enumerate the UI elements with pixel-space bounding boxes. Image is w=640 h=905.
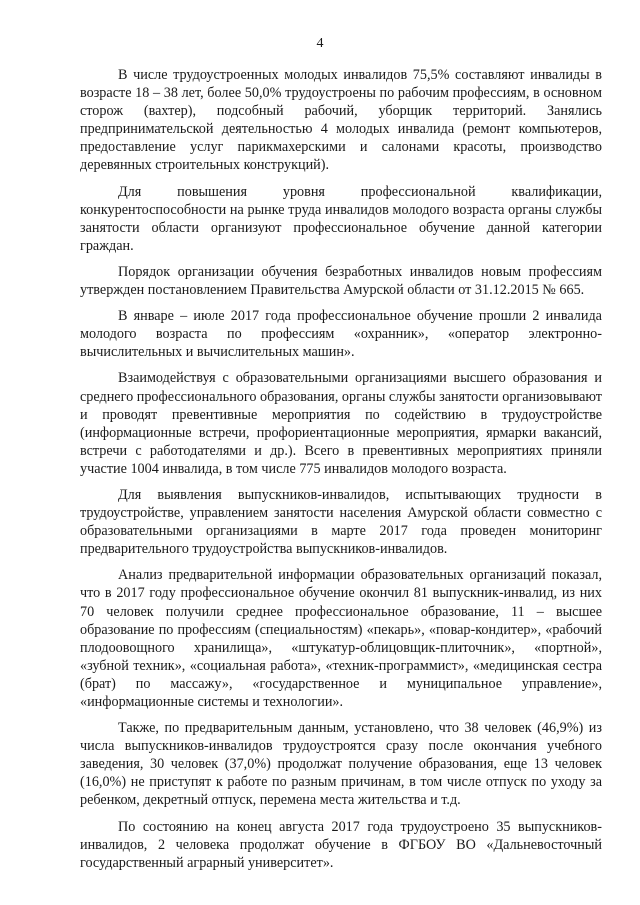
paragraph-employed-young-disabled: В числе трудоустроенных молодых инвалидов 75,5% составляют инвалиды в возрасте 18 – 38 лет, более 50,0% трудоустроены по рабочим профессиям, в основном сторож (вахтер), подсобный рабочий, уборщик территорий. Занялись предпринимательской деятельностью 4 молодых инвалида (ремонт компьютеров, предоставление услуг парикмахерскими и салонами красоты, производство деревянных строительных конструкций).: [80, 67, 602, 174]
paragraph-professional-training: Для повышения уровня профессиональной квалификации, конкурентоспособности на рынке труда инвалидов молодого возраста органы службы занятости области организуют профессиональное обучение данной категории граждан.: [80, 183, 602, 254]
document-body: [80, 66, 602, 880]
paragraph-training-procedure: Порядок организации обучения безработных инвалидов новым профессиям утвержден постановлением Правительства Амурской области от 31.12.2015 № 665.: [80, 263, 602, 299]
paragraph-analysis: Анализ предварительной информации образовательных организаций показал, что в 2017 году профессиональное обучение окончил 81 выпускник-инвалид, из них 70 человек получили среднее профессиональное образование, 11 – высшее образование по профессиям (специальностям) «пекарь», «повар-кондитер», «рабочий плодоовощного хранилища», «штукатур-облицовщик-плиточник», «портной», «зубной техник», «социальная работа», «техник-программист», «медицинская сестра (брат) по массажу», «государственное и муниципальное управление», «информационные системы и технологии».: [80, 567, 602, 710]
paragraph-august-status: По состоянию на конец августа 2017 года трудоустроено 35 выпускников-инвалидов, 2 человека продолжат обучение в ФГБОУ ВО «Дальневосточный государственный аграрный университет».: [80, 818, 602, 871]
paragraph-january-july-training: В январе – июле 2017 года профессиональное обучение прошли 2 инвалида молодого возраста по профессиям «охранник», «оператор электронно-вычислительных и вычислительных машин».: [80, 308, 602, 361]
paragraph-preventive-measures: Взаимодействуя с образовательными организациями высшего образования и среднего профессионального образования, органы службы занятости организовывают и проводят превентивные мероприятия по содействию в трудоустройстве (информационные встречи, профориентационные мероприятия, ярмарки вакансий, встречи с работодателями и др.). Всего в превентивных мероприятиях приняли участие 1004 инвалида, в том числе 775 инвалидов молодого возраста.: [80, 370, 602, 477]
paragraph-preliminary-data: Также, по предварительным данным, установлено, что 38 человек (46,9%) из числа выпускников-инвалидов трудоустроятся сразу после окончания учебного заведения, 30 человек (37,0%) продолжат получение образования, еще 13 человек (16,0%) не приступят к работе по разным причинам, в том числе отпуск по уходу за ребенком, декретный отпуск, перемена места жительства и т.д.: [80, 720, 602, 809]
page-number: 4: [316, 36, 324, 51]
paragraph-graduate-monitoring: Для выявления выпускников-инвалидов, испытывающих трудности в трудоустройстве, управлением занятости населения Амурской области совместно с образовательными организациями в марте 2017 года проведен мониторинг предварительного трудоустройства выпускников-инвалидов.: [80, 486, 602, 558]
